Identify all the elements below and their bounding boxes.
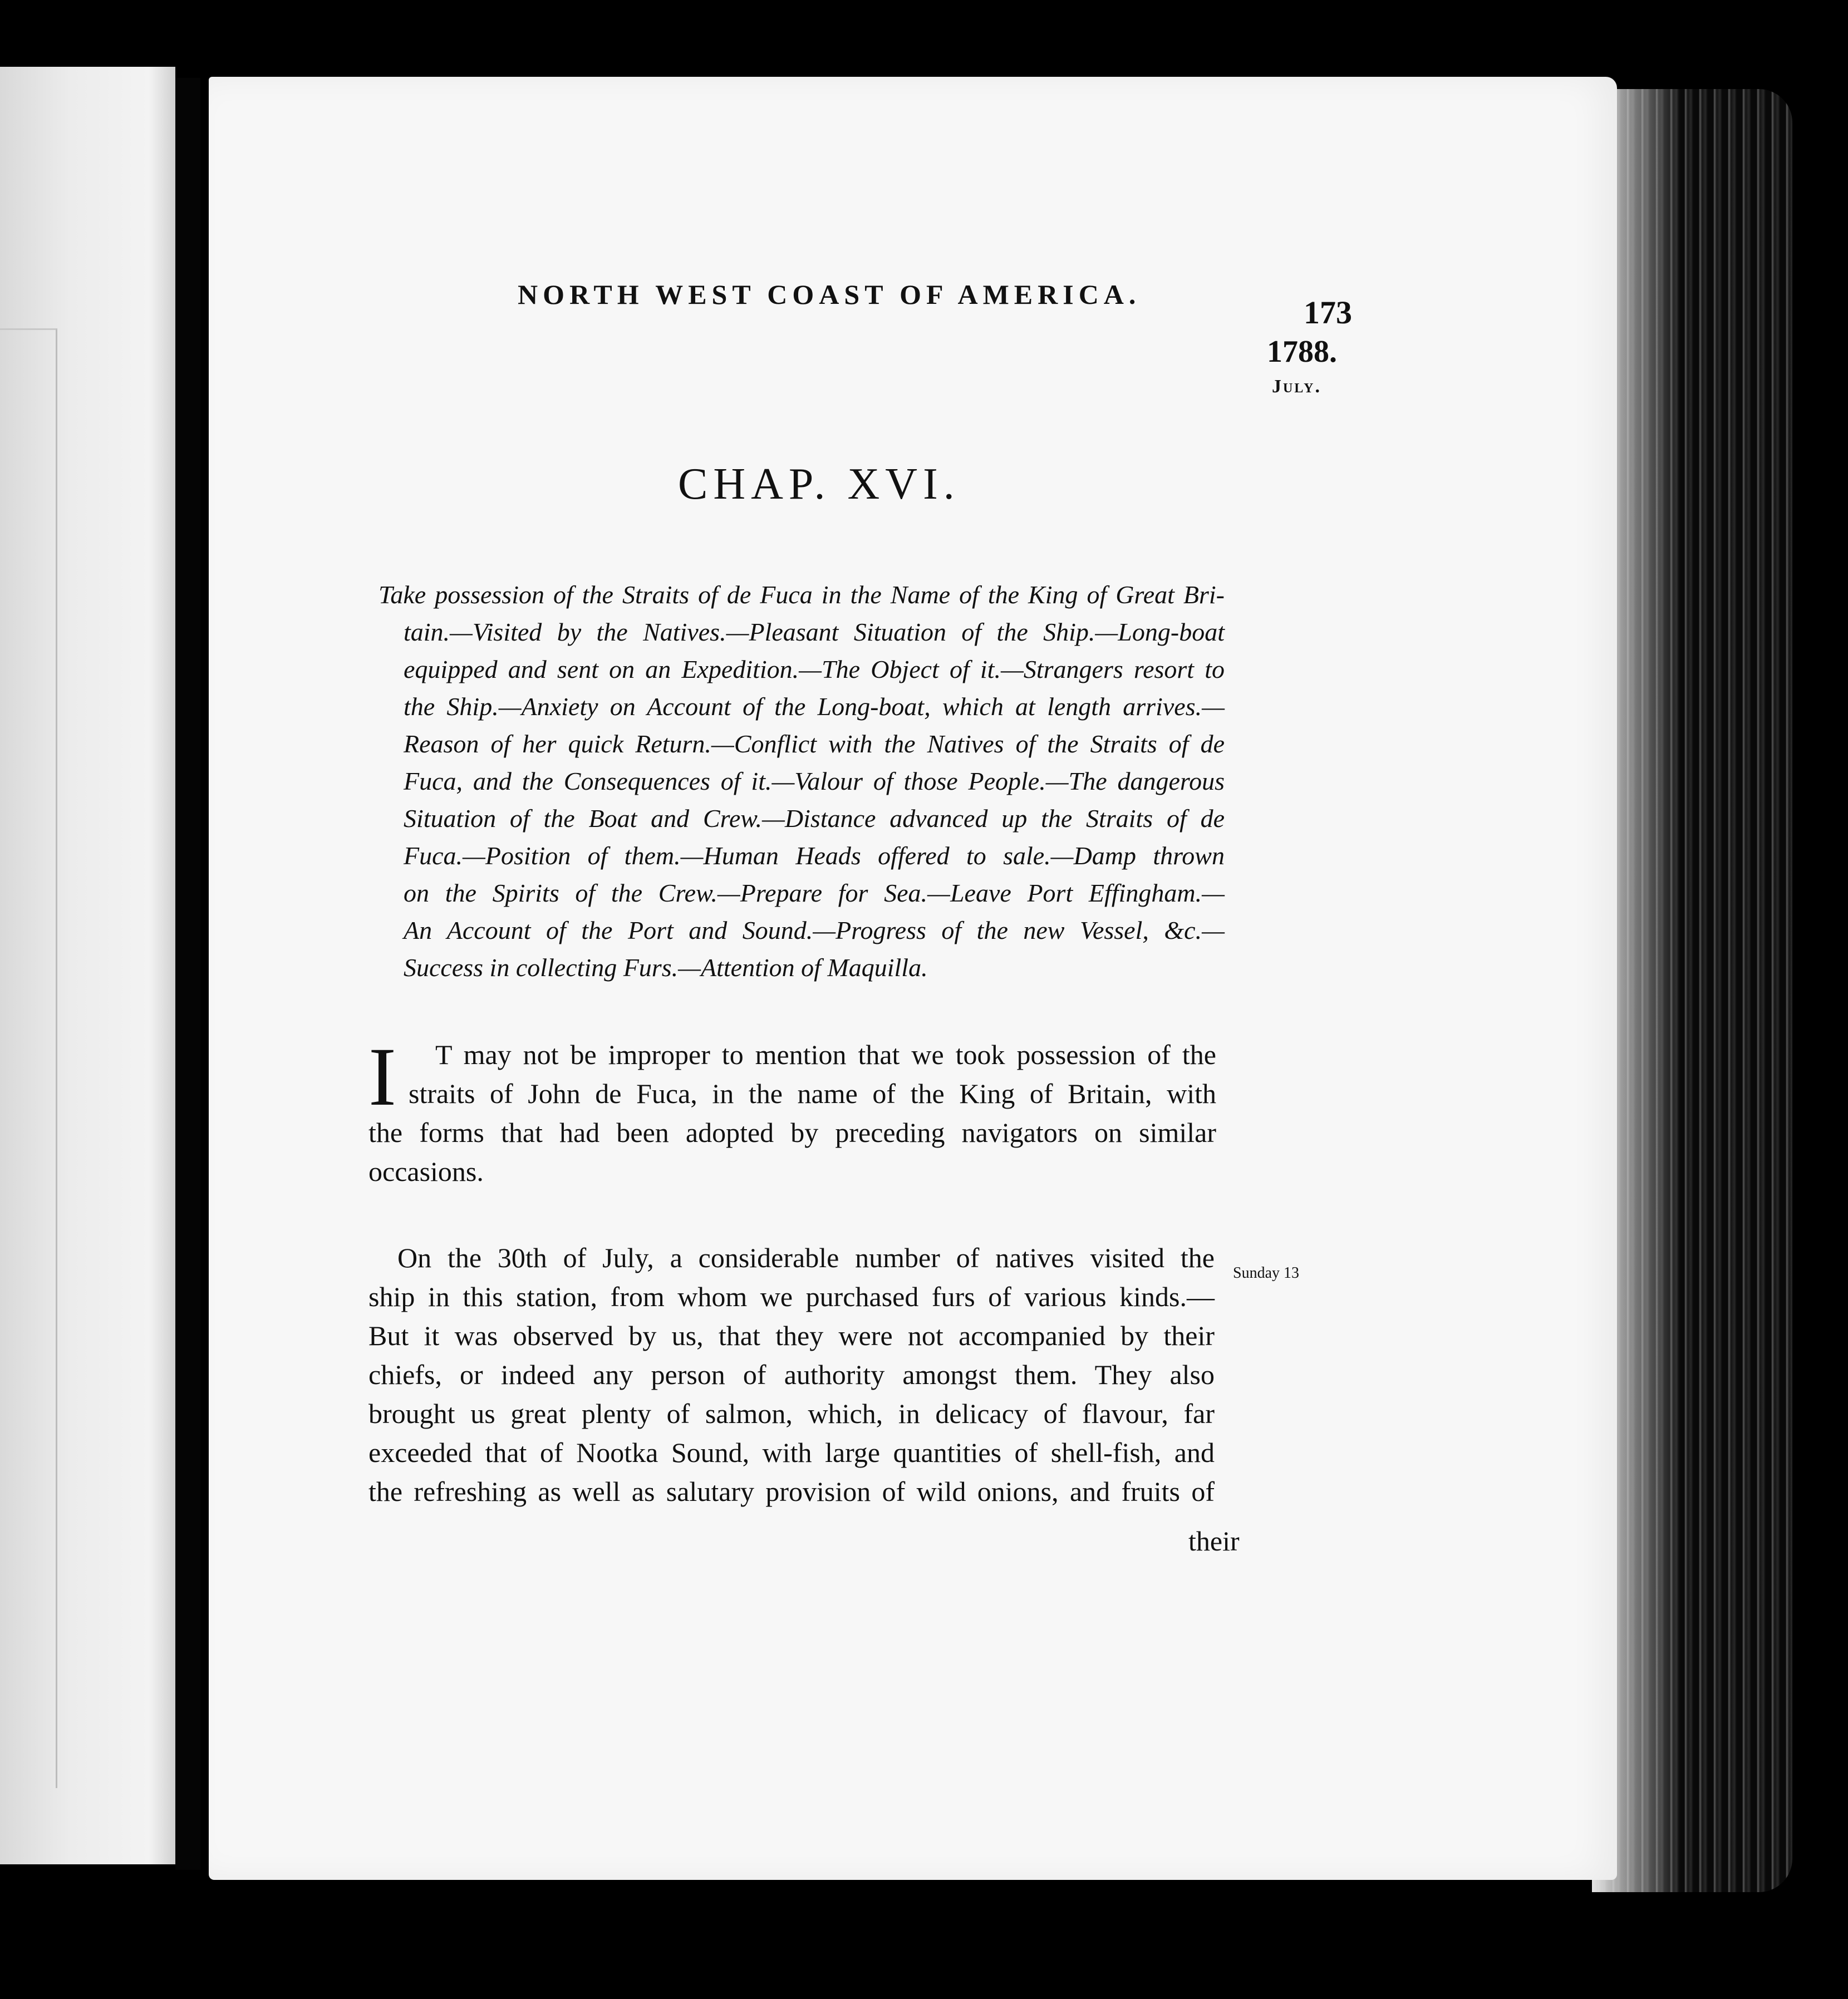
page-number: 173 — [1304, 294, 1352, 331]
margin-note: Sunday 13 — [1233, 1264, 1299, 1282]
paragraph-line: chiefs, or indeed any person of authority amongst them. They also — [368, 1359, 1215, 1390]
margin-year: 1788. — [1267, 334, 1337, 369]
summary-line: Success in collecting Furs.—Attention of Maquilla. — [404, 953, 928, 982]
drop-cap: I — [368, 1031, 396, 1123]
facing-page — [0, 67, 175, 1864]
book-gutter — [175, 78, 200, 1870]
summary-line: Reason of her quick Return.—Conflict with the Natives of the Straits of de — [404, 730, 1225, 758]
paragraph-1 — [368, 1031, 1216, 1191]
summary-line: on the Spirits of the Crew.—Prepare for Sea.—Leave Port Effingham.— — [404, 879, 1225, 907]
chapter-summary — [379, 576, 1225, 986]
summary-line: Take possession of the Straits of de Fuca in the Name of the King of Great Bri- — [379, 580, 1225, 609]
paragraph-line: But it was observed by us, that they were not accompanied by their — [368, 1320, 1215, 1351]
paragraph-line: straits of John de Fuca, in the name of the King of Britain, with — [409, 1078, 1216, 1109]
summary-line: equipped and sent on an Expedition.—The Object of it.—Strangers resort to — [404, 655, 1225, 683]
catchword: their — [1188, 1525, 1240, 1557]
paragraph-line: On the 30th of July, a considerable number of natives visited the — [397, 1242, 1215, 1273]
paragraph-line: ship in this station, from whom we purchased furs of various kinds.— — [368, 1281, 1215, 1312]
facing-page-edge — [0, 328, 57, 1788]
paragraph-line: T may not be improper to mention that we took possession of the — [435, 1039, 1216, 1070]
paragraph-line: the refreshing as well as salutary provision of wild onions, and fruits of — [368, 1476, 1215, 1507]
margin-month: July. — [1272, 376, 1321, 397]
summary-line: the Ship.—Anxiety on Account of the Long-boat, which at length arrives.— — [404, 692, 1225, 721]
summary-line: Situation of the Boat and Crew.—Distance advanced up the Straits of de — [404, 804, 1225, 833]
paragraph-line: occasions. — [368, 1156, 484, 1187]
paragraph-2 — [368, 1238, 1215, 1511]
chapter-title: CHAP. XVI. — [678, 460, 960, 509]
running-head: NORTH WEST COAST OF AMERICA. — [518, 279, 1141, 310]
summary-line: An Account of the Port and Sound.—Progress of the new Vessel, &c.— — [404, 916, 1225, 944]
paragraph-line: the forms that had been adopted by preceding navigators on similar — [368, 1117, 1216, 1148]
paragraph-line: exceeded that of Nootka Sound, with large quantities of shell-fish, and — [368, 1437, 1215, 1468]
paragraph-line: brought us great plenty of salmon, which, in delicacy of flavour, far — [368, 1398, 1215, 1429]
summary-line: tain.—Visited by the Natives.—Pleasant Situation of the Ship.—Long-boat — [404, 618, 1225, 646]
summary-line: Fuca.—Position of them.—Human Heads offered to sale.—Damp thrown — [404, 841, 1225, 870]
summary-line: Fuca, and the Consequences of it.—Valour of those People.—The dangerous — [404, 767, 1225, 795]
page-fore-edge — [1592, 89, 1792, 1892]
